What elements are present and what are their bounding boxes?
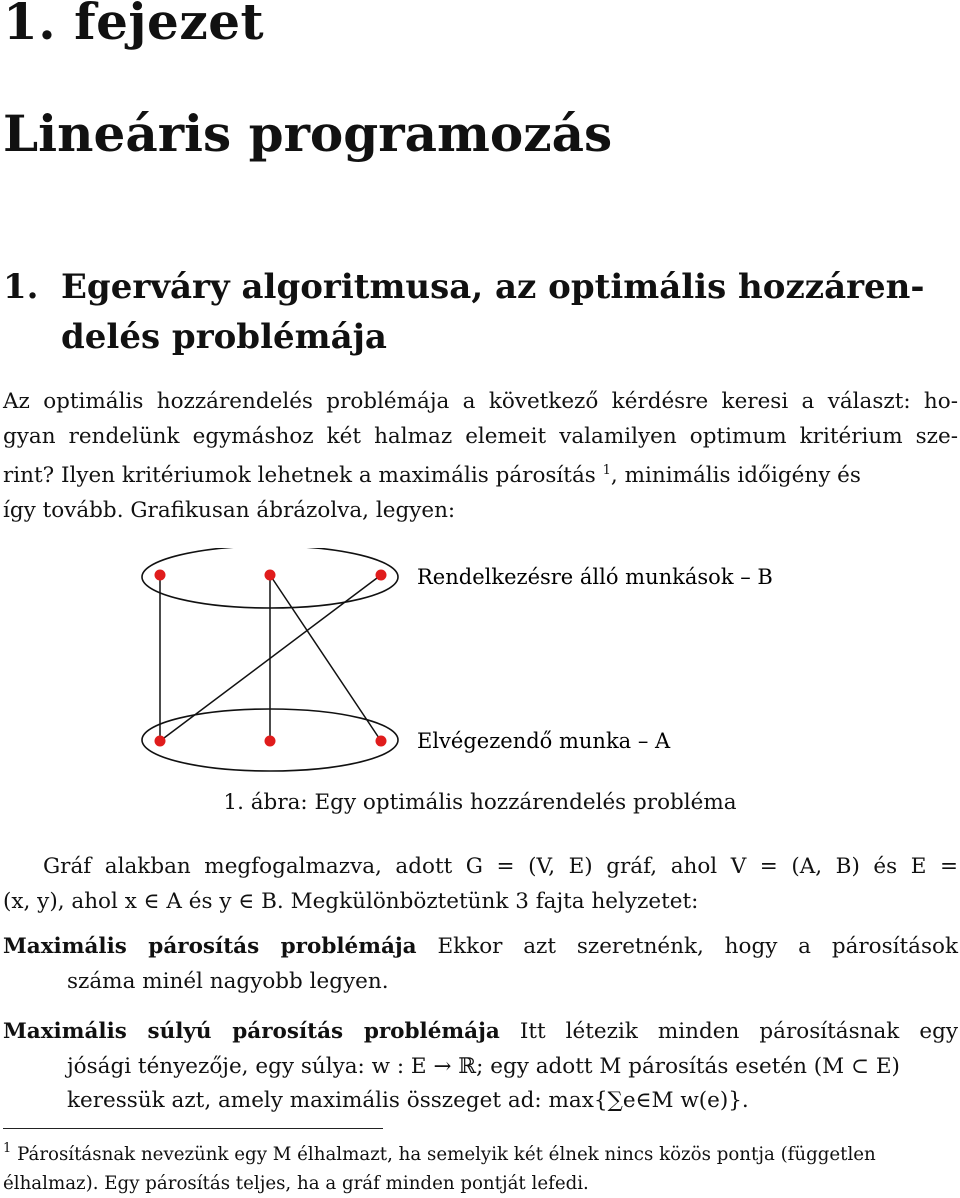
intro-line bbox=[3, 454, 958, 494]
chapter-heading: 1. fejezet bbox=[3, 0, 265, 51]
definition-line bbox=[3, 1015, 958, 1050]
chapter-title: Lineáris programozás bbox=[3, 104, 613, 163]
graph-line: (x, y), ahol x ∈ A és y ∈ B. Megkülönböztetünk 3 fajta helyzetet: bbox=[3, 888, 699, 914]
worker-node bbox=[376, 570, 387, 581]
definition-text: Ekkor azt szeretnénk, hogy a párosítások bbox=[416, 934, 958, 959]
footnote-text: Párosításnak nevezünk egy M élhalmazt, ha semelyik két élnek nincs közös pontja (független bbox=[11, 1144, 876, 1165]
footnote bbox=[3, 1134, 958, 1198]
definition-term: Maximális súlyú párosítás problémája bbox=[3, 1019, 500, 1044]
definition-line bbox=[3, 930, 958, 965]
footnote-line bbox=[3, 1134, 958, 1169]
definition-line: száma minél nagyobb legyen. bbox=[67, 968, 389, 994]
footnote-number: 1 bbox=[3, 1141, 12, 1156]
footnote-marker: 1 bbox=[602, 463, 611, 478]
section-title-line1: Egerváry algoritmusa, az optimális hozzáren- bbox=[61, 267, 925, 307]
intro-line: Az optimális hozzárendelés problémája a következő kérdésre keresi a választ: ho- bbox=[3, 389, 958, 414]
definition-item bbox=[3, 930, 958, 999]
footnote-line: élhalmaz). Egy párosítás teljes, ha a gráf minden pontját lefedi. bbox=[3, 1173, 589, 1194]
intro-line: így tovább. Grafikusan ábrázolva, legyen: bbox=[3, 497, 456, 523]
definition-item bbox=[3, 1015, 958, 1119]
top-set-label: Rendelkezésre álló munkások – B bbox=[417, 565, 773, 589]
bipartite-graph-figure bbox=[130, 548, 830, 778]
worker-node bbox=[265, 570, 276, 581]
footnote-rule bbox=[3, 1128, 383, 1129]
intro-line-part: , minimális időigény és bbox=[610, 463, 861, 488]
definition-text: Itt létezik minden párosításnak egy bbox=[499, 1019, 958, 1044]
definition-line: keressük azt, amely maximális összeget ad: max{∑e∈M w(e)}. bbox=[67, 1088, 749, 1113]
intro-line: gyan rendelünk egymáshoz két halmaz elemeit valamilyen optimum kritérium sze- bbox=[3, 423, 958, 449]
edge bbox=[270, 575, 381, 741]
figure-caption: 1. ábra: Egy optimális hozzárendelés probléma bbox=[223, 790, 737, 815]
intro-line-part: rint? Ilyen kritériumok lehetnek a maximális párosítás bbox=[3, 463, 603, 488]
worker-node bbox=[155, 570, 166, 581]
section-number: 1. bbox=[3, 267, 39, 307]
job-node bbox=[155, 736, 166, 747]
intro-paragraph bbox=[3, 385, 958, 528]
definition-list bbox=[3, 930, 958, 1119]
job-node bbox=[265, 736, 276, 747]
graph-paragraph bbox=[3, 850, 958, 919]
job-node bbox=[376, 736, 387, 747]
definition-term: Maximális párosítás problémája bbox=[3, 934, 417, 959]
graph-line: Gráf alakban megfogalmazva, adott G = (V, E) gráf, ahol V = (A, B) és E = bbox=[43, 854, 958, 879]
section-heading bbox=[3, 262, 958, 362]
definition-line: jósági tényezője, egy súlya: w : E → ℝ; egy adott M párosítás esetén (M ⊂ E) bbox=[67, 1053, 900, 1079]
bottom-set-label: Elvégezendő munka – A bbox=[417, 729, 671, 753]
section-title-line2: delés problémája bbox=[61, 317, 387, 357]
